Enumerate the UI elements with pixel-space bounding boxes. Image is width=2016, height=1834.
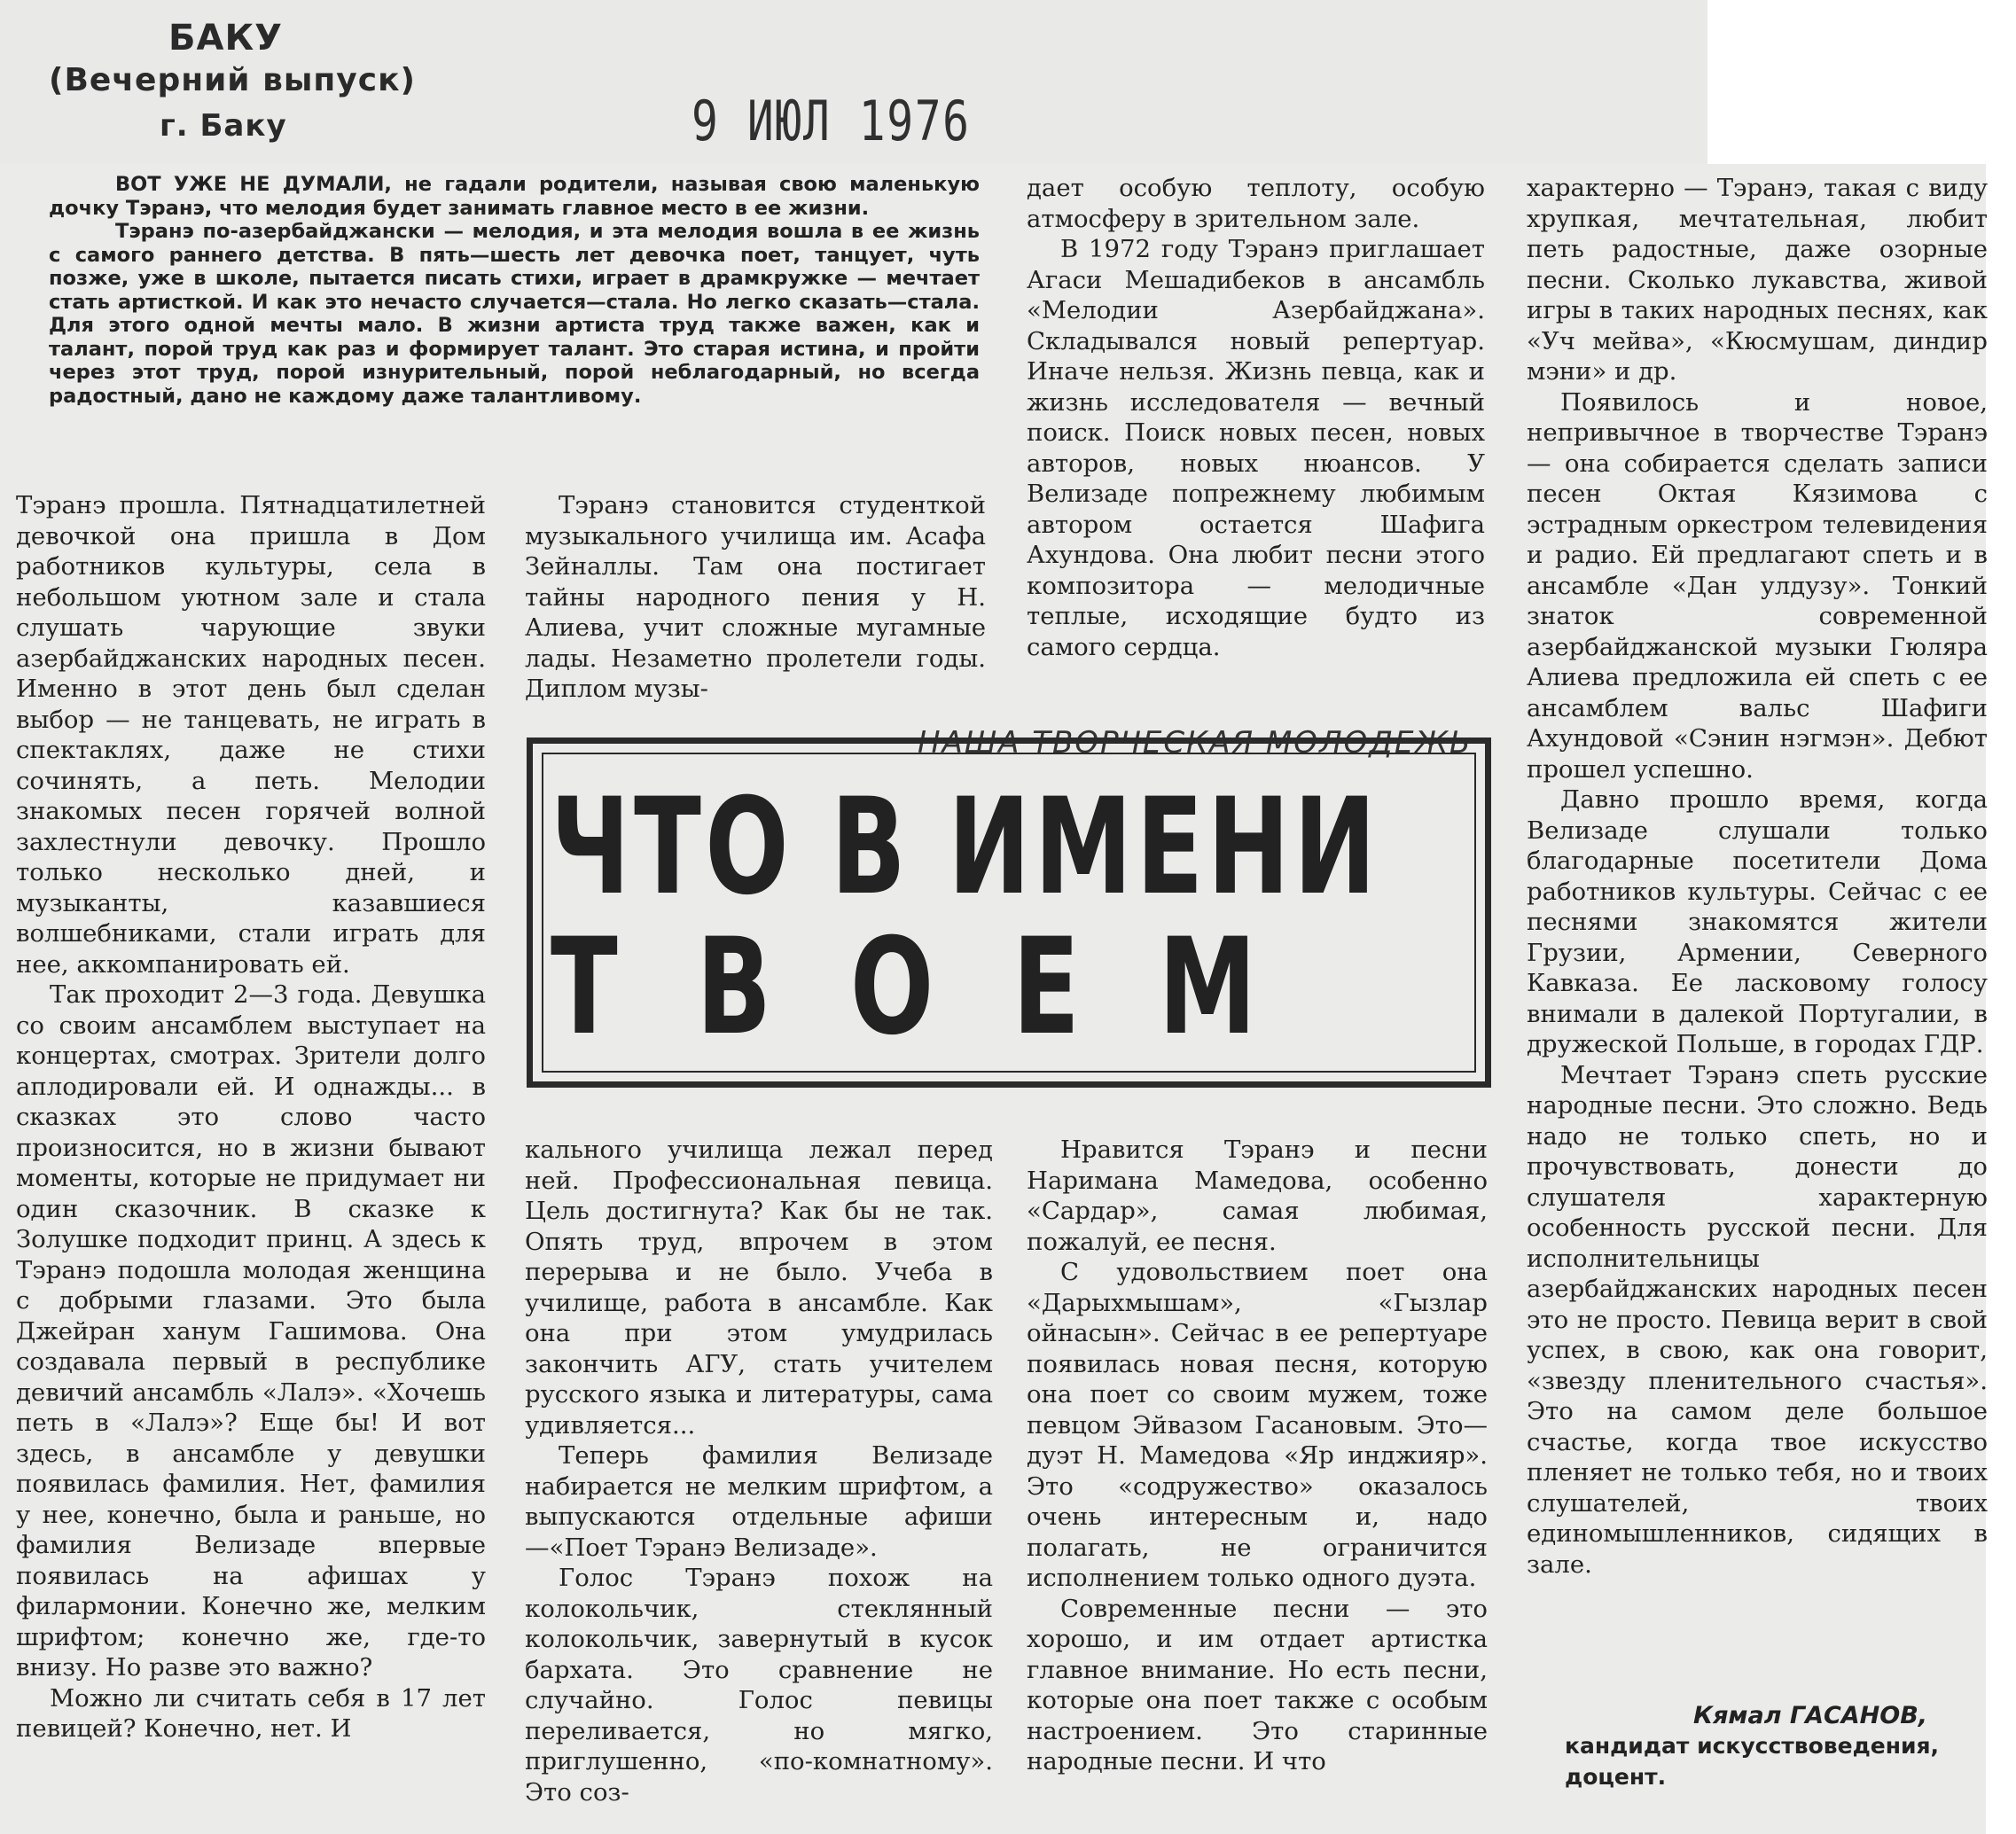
col3bot-p3: Современные песни — это хорошо, и им отдает артистка главное внимание. Но есть песни, которые она поет также с особым настроением. Это старинные народные песни. И что bbox=[1027, 1594, 1488, 1775]
column-3-top bbox=[1027, 173, 1485, 662]
col1-p1: Тэранэ прошла. Пятнадцатилетней девочкой она пришла в Дом работников культуры, села в небольшом уютном зале и стала слушать чарующие звуки азербайджанских народных песен. Именно в этот день был сделан выбор — не танцевать, не играть в спектаклях, даже не стихи сочинять, а петь. Мелодии знакомых песен горячей волной захлестнули девочку. Прошло только несколько дней, и музыканты, казавшиеся волшебниками, стали играть для нее, аккомпанировать ей. bbox=[16, 491, 486, 979]
col3bot-p1: Нравится Тэранэ и песни Наримана Мамедова, особенно «Сардар», самая любимая, пожалуй, ее песня. bbox=[1027, 1136, 1488, 1256]
col4-p1: характерно — Тэранэ, такая с виду хрупкая, мечтательная, любит петь радостные, даже озорные песни. Сколько лукавства, живой игры в таких народных песнях, как «Уч мейва», «Кюсмушам, диндир мэни» и др. bbox=[1527, 174, 1988, 386]
column-3-bottom bbox=[1027, 1135, 1488, 1777]
col2bot-p1: кального училища лежал перед ней. Профессиональная певица. Цель достигнута? Как бы не так. Опять труд, впрочем в этом перерыва и не было. Учеба в училище, работа в ансамбле. Как она при этом умудрилась закончить АГУ, стать учителем русского языка и литературы, сама удивляется... bbox=[525, 1136, 993, 1440]
stamp-edition: (Вечерний выпуск) bbox=[49, 62, 416, 98]
col4-p2: Появилось и новое, непривычное в творчестве Тэранэ — она собирается сделать записи песен Октая Кязимова с эстрадным оркестром телевидения и радио. Ей предлагают спеть и в ансамбле «Дан улдузу». Тонкий знаток современной азербайджанской музыки Гюляра Алиева предложила ей спеть с ее ансамблем вальс Шафиги Ахундовой «Сэнин нэгмэн». Дебют прошел успешно. bbox=[1527, 387, 1988, 784]
rubric: НАША ТВОРЧЕСКАЯ МОЛОДЕЖЬ bbox=[918, 725, 1473, 761]
headline-line-2: ТВОЕМ bbox=[551, 910, 1335, 1065]
col1-p2: Так проходит 2—3 года. Девушка со своим ансамблем выступает на концертах, смотрах. Зрители долго аплодировали ей. И однажды... в сказках это слово часто произносится, но в жизни бывают моменты, которые не придумает ни один сказочник. В сказке к Золушке подходит принц. А здесь к Тэранэ подошла молодая женщина с добрыми глазами. Это была Джейран ханум Гашимова. Она создавала первый в республике девичий ансамбль «Лалэ». «Хочешь петь в «Лалэ»? Еще бы! И вот здесь, в ансамбле у девушки появилась фамилия. Нет, фамилия у нее, конечно, была и раньше, но фамилия Велизаде впервые появилась на афишах у филармонии. Конечно же, мелким шрифтом; конечно же, где-то внизу. Но разве это важно? bbox=[16, 980, 486, 1682]
lead-p1: ВОТ УЖЕ НЕ ДУМАЛИ, не гадали родители, называя свою маленькую дочку Тэранэ, что мелодия будет занимать главное место в ее жизни. bbox=[49, 173, 980, 220]
stamp-city: БАКУ bbox=[168, 18, 283, 59]
column-2-bottom bbox=[525, 1135, 993, 1807]
col4-p3: Давно прошло время, когда Велизаде слушали только благодарные посетители Дома работников культуры. Сейчас с ее песнями знакомятся жители Грузии, Армении, Северного Кавказа. Ее ласковому голосу внимали в далекой Португалии, в дружеской Польше, в городах ГДР. bbox=[1527, 785, 1988, 1058]
col3top-p2: В 1972 году Тэранэ приглашает Агаси Мешадибеков в ансамбль «Мелодии Азербайджана». Складывался новый репертуар. Иначе нельзя. Жизнь певца, как и жизнь исследователя — вечный поиск. Поиск новых песен, новых авторов, новых нюансов. У Велизаде попрежнему любимым автором остается Шафига Ахундова. Она любит песни этого композитора — мелодичные теплые, исходящие будто из самого сердца. bbox=[1027, 235, 1485, 661]
headline-line-1: ЧТО В ИМЕНИ bbox=[551, 770, 1380, 925]
lead-p2: Тэранэ по-азербайджански — мелодия, и эта мелодия вошла в ее жизнь с самого раннего детства. В пять—шесть лет девочка поет, танцует, чуть позже, уже в школе, пытается писать стихи, играет в драмкружке — мечтает стать артисткой. И как это нечасто случается—стала. Но легко сказать—стала. Для этого одной мечты мало. В жизни артиста труд также важен, как и талант, порой труд как раз и формирует талант. Это старая истина, и пройти через этот труд, порой изнурительный, порой неблагодарный, но всегда радостный, дано не каждому даже талантливому. bbox=[49, 220, 980, 408]
col4-p4: Мечтает Тэранэ спеть русские народные песни. Это сложно. Ведь надо не только спеть, но и прочувствовать, донести до слушателя характерную особенность русской песни. Для исполнительницы азербайджанских народных песен это не просто. Певица верит в свой успех, в свою, как она говорит, «звезду пленительного счастья». Это на самом деле большое счастье, когда твое искусство пленяет не только тебя, но и твоих слушателей, твоих единомышленников, сидящих в зале. bbox=[1527, 1060, 1988, 1579]
column-2-top bbox=[525, 490, 986, 705]
column-4 bbox=[1527, 173, 1988, 1580]
col2top-p1: Тэранэ становится студенткой музыкального училища им. Асафа Зейналлы. Там она постигает тайны народного пения у Н. Алиева, учит сложные мугамные лады. Незаметно пролетели годы. Диплом музы- bbox=[525, 491, 986, 703]
date-stamp: 9 ИЮЛ 1976 bbox=[692, 89, 971, 153]
lead-paragraph bbox=[49, 173, 980, 408]
col2bot-p2: Теперь фамилия Велизаде набирается не мелким шрифтом, а выпускаются отдельные афиши—«Поет Тэранэ Велизаде». bbox=[525, 1441, 993, 1562]
author-title: кандидат искусствоведения, bbox=[1565, 1733, 1940, 1759]
col1-p3: Можно ли считать себя в 17 лет певицей? Конечно, нет. И bbox=[16, 1683, 486, 1743]
column-1 bbox=[16, 490, 486, 1744]
col3top-p1: дает особую теплоту, особую атмосферу в зрительном зале. bbox=[1027, 174, 1485, 233]
col3bot-p2: С удовольствием поет она «Дарыхмышам», «Гызлар ойнасын». Сейчас в ее репертуаре появилась новая песня, которую она поет со своим мужем, тоже певцом Эйвазом Гасановым. Это—дуэт Н. Мамедова «Яр инджияр». Это «содружество» оказалось очень интересным и, надо полагать, не ограничится исполнением только одного дуэта. bbox=[1027, 1258, 1488, 1592]
author-name: Кямал ГАСАНОВ, bbox=[1693, 1702, 1928, 1729]
stamp-city-short: г. Баку bbox=[160, 108, 287, 144]
headline-box bbox=[527, 738, 1491, 1088]
author-position: доцент. bbox=[1565, 1764, 1667, 1790]
col2bot-p3: Голос Тэранэ похож на колокольчик, стеклянный колокольчик, завернутый в кусок бархата. Это сравнение не случайно. Голос певицы переливается, но мягко, приглушенно, «по-комнатному». Это соз- bbox=[525, 1564, 993, 1807]
